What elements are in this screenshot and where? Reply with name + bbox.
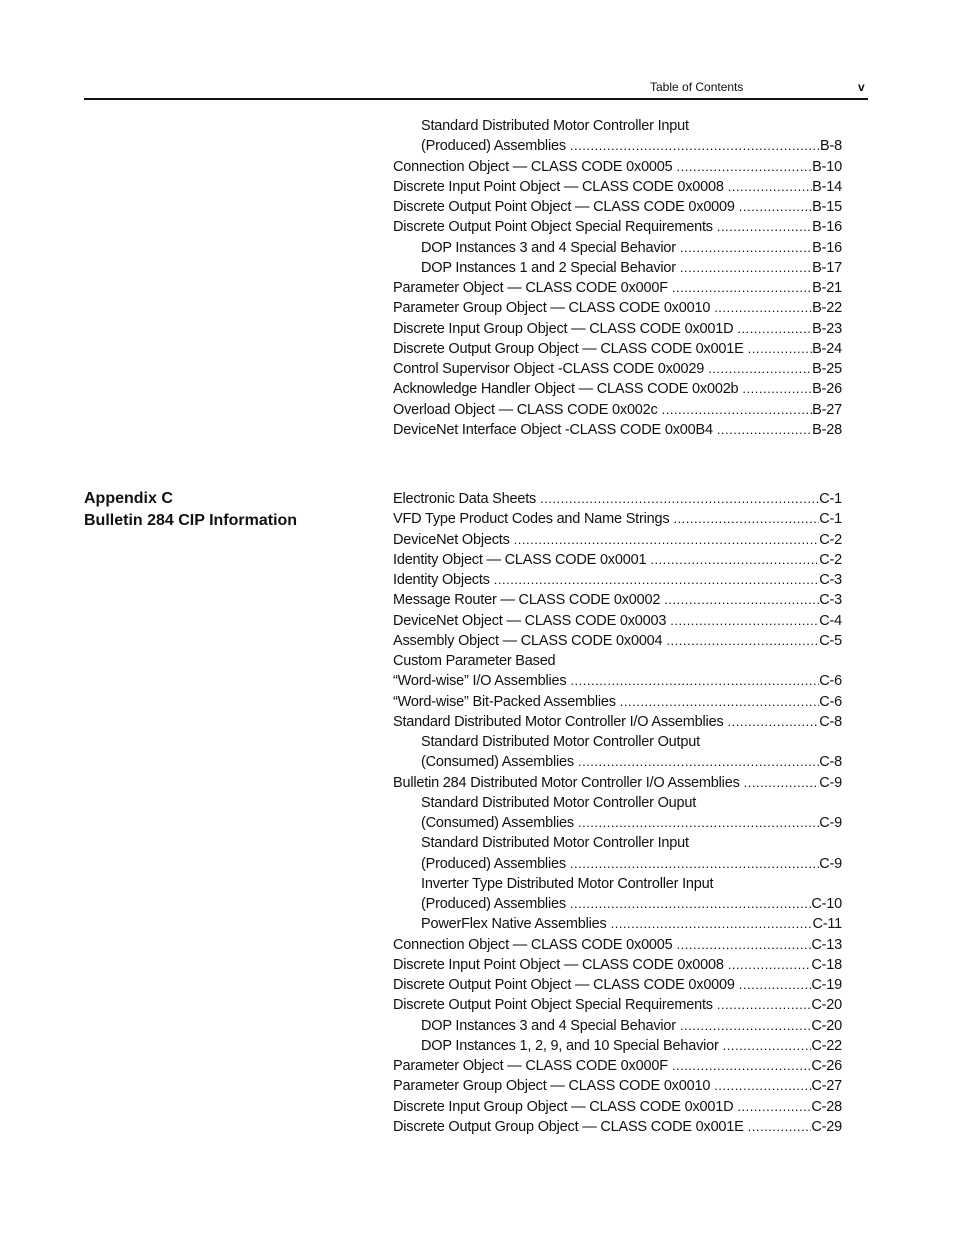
toc-entry-title: DeviceNet Object — CLASS CODE 0x0003 [393,612,667,629]
toc-entry-page: B-15 [812,199,842,215]
toc-entry [393,1016,842,1036]
toc-entry [393,894,842,914]
toc-entry [393,509,842,529]
toc-entry-page: B-16 [812,239,842,256]
toc-entry-page: C-8 [819,754,842,771]
toc-dot-leader [620,692,819,712]
toc-entry-title: Discrete Input Group Object — CLASS CODE 0x001D [393,1098,734,1115]
toc-entry-page: C-3 [819,592,842,609]
toc-entry-page: C-2 [819,551,842,568]
toc-entry-title: Discrete Output Point Object Special Requirements [393,997,713,1014]
toc-entry-page: C-18 [811,956,842,973]
toc-entry-title: Connection Object — CLASS CODE 0x0005 [393,936,673,953]
toc-entry-page: C-4 [819,612,842,629]
toc-entry-title: DeviceNet Interface Object -CLASS CODE 0x00B4 [393,421,713,438]
toc-entry [393,1056,842,1076]
toc-entry-title: Connection Object — CLASS CODE 0x0005 [393,158,673,175]
toc-entry [393,712,842,732]
toc-entry [393,157,842,177]
toc-entry-page: C-26 [811,1058,842,1074]
toc-dot-leader [739,975,812,995]
toc-entry [393,854,842,874]
toc-entry [393,752,842,772]
toc-entry-page: B-22 [812,300,842,317]
toc-entry-page: C-9 [819,815,842,831]
toc-entry-title: Assembly Object — CLASS CODE 0x0004 [393,632,663,649]
toc-entry-title: Standard Distributed Motor Controller Output [421,734,700,750]
toc-entry [393,339,842,359]
toc-dot-leader [728,177,812,197]
toc-dot-leader [578,752,819,772]
toc-entry [393,651,842,671]
toc-dot-leader [570,854,819,874]
toc-entry-page: C-3 [819,572,842,588]
toc-dot-leader [672,1056,812,1076]
toc-entry-page: C-11 [812,916,842,933]
toc-entry-title: PowerFlex Native Assemblies [421,916,607,933]
toc-entry-page: C-19 [811,977,842,993]
toc-entry-title: Discrete Output Group Object — CLASS CODE 0x001E [393,340,744,357]
toc-entry [393,732,842,752]
toc-entry-page: B-14 [812,178,842,195]
toc-entry-title: Acknowledge Handler Object — CLASS CODE 0x002b [393,381,739,398]
toc-dot-leader [748,1117,812,1137]
toc-entry-page: C-6 [819,693,842,710]
toc-entry-title: DOP Instances 3 and 4 Special Behavior [421,1017,676,1034]
header-page-number: v [858,80,865,94]
toc-dot-leader [714,298,812,318]
toc-entry-page: C-2 [819,531,842,548]
toc-entry [393,773,842,793]
toc-entry-page: B-25 [812,361,842,377]
appendix-c-label: Appendix C [84,490,173,507]
toc-entry-title: Discrete Output Point Object — CLASS CODE 0x0009 [393,977,735,993]
toc-entry [393,935,842,955]
toc-entry [393,400,842,420]
toc-entry [393,611,842,631]
toc-dot-leader [673,509,819,529]
toc-dot-leader [717,217,812,237]
toc-dot-leader [742,379,812,399]
toc-entry-title: Discrete Input Point Object — CLASS CODE 0x0008 [393,178,724,195]
toc-entry [393,874,842,894]
toc-entry-title: DOP Instances 3 and 4 Special Behavior [421,239,676,256]
toc-entry-page: C-8 [819,713,842,730]
toc-dot-leader [723,1036,812,1056]
toc-entry [393,420,842,440]
toc-dot-leader [540,489,819,509]
toc-entry [393,1036,842,1056]
toc-entry [393,975,842,995]
toc-entry [393,1076,842,1096]
toc-entry-page: B-28 [812,421,842,438]
toc-entry-page: B-27 [812,401,842,418]
toc-entry-title: Identity Objects [393,572,490,588]
toc-entry-page: C-5 [819,632,842,649]
toc-entry-page: C-1 [819,491,842,507]
toc-entry [393,258,842,278]
toc-dot-leader [578,813,819,833]
toc-dot-leader [748,339,813,359]
toc-entry-page: B-17 [812,259,842,276]
toc-entry-page: C-10 [811,896,842,912]
toc-entry-title: Standard Distributed Motor Controller I/O Assemblies [393,713,724,730]
toc-entry [393,1117,842,1137]
toc-dot-leader [737,319,812,339]
toc-dot-leader [670,611,819,631]
toc-entry-page: B-16 [812,219,842,236]
toc-appendix-b-continued [393,116,842,440]
toc-entry-page: C-1 [819,511,842,528]
toc-entry-title: DOP Instances 1, 2, 9, and 10 Special Behavior [421,1037,719,1054]
toc-entry-page: C-29 [811,1118,842,1135]
toc-entry-page: B-26 [812,381,842,398]
toc-dot-leader [494,570,819,590]
appendix-c-title: Bulletin 284 CIP Information [84,512,298,529]
toc-dot-leader [672,278,812,298]
toc-entry-page: C-13 [811,936,842,953]
toc-entry [393,177,842,197]
toc-entry-page: C-6 [819,673,842,690]
toc-entry-title: Discrete Input Group Object — CLASS CODE 0x001D [393,320,734,337]
toc-dot-leader [714,1076,811,1096]
toc-entry-page: B-21 [812,280,842,296]
toc-entry-title: Discrete Input Point Object — CLASS CODE 0x0008 [393,956,724,973]
toc-dot-leader [739,197,812,217]
toc-dot-leader [717,420,812,440]
toc-entry-title: DOP Instances 1 and 2 Special Behavior [421,259,676,276]
header-section-title: Table of Contents [650,80,744,94]
toc-entry [393,319,842,339]
toc-entry-title: Parameter Object — CLASS CODE 0x000F [393,280,668,296]
toc-dot-leader [611,914,813,934]
toc-entry-page: C-22 [811,1037,842,1054]
toc-dot-leader [662,400,813,420]
toc-entry [393,197,842,217]
toc-dot-leader [570,136,820,156]
toc-dot-leader [744,773,820,793]
toc-entry-page: B-24 [812,340,842,357]
toc-entry [393,1097,842,1117]
toc-entry [393,813,842,833]
toc-entry-page: B-23 [812,320,842,337]
toc-entry-title: Custom Parameter Based [393,653,556,669]
toc-entry [393,359,842,379]
toc-entry-page: C-20 [811,1017,842,1034]
toc-dot-leader [680,238,812,258]
toc-entry [393,489,842,509]
toc-entry-title: (Produced) Assemblies [421,896,566,912]
toc-dot-leader [717,995,812,1015]
toc-entry-title: Standard Distributed Motor Controller Input [421,118,689,134]
toc-entry-title: Discrete Output Point Object — CLASS CODE 0x0009 [393,199,735,215]
toc-dot-leader [650,550,819,570]
toc-entry-page: C-28 [811,1098,842,1115]
toc-dot-leader [666,631,819,651]
toc-entry-page: C-20 [811,997,842,1014]
toc-entry-title: Inverter Type Distributed Motor Controller Input [421,875,714,892]
toc-dot-leader [570,894,811,914]
toc-entry-title: (Produced) Assemblies [421,855,566,872]
toc-dot-leader [514,530,820,550]
toc-dot-leader [728,955,812,975]
toc-entry-title: Parameter Object — CLASS CODE 0x000F [393,1058,668,1074]
toc-entry [393,914,842,934]
toc-entry [393,671,842,691]
toc-entry [393,530,842,550]
toc-entry [393,833,842,853]
toc-entry [393,793,842,813]
toc-entry-title: “Word-wise” I/O Assemblies [393,673,567,690]
toc-entry-title: Identity Object — CLASS CODE 0x0001 [393,551,647,568]
toc-entry-page: C-9 [819,855,842,872]
toc-entry-title: Standard Distributed Motor Controller Input [421,835,689,852]
toc-entry [393,995,842,1015]
toc-entry-title: VFD Type Product Codes and Name Strings [393,511,670,528]
toc-appendix-c [393,489,842,1137]
toc-dot-leader [728,712,820,732]
toc-entry-title: Parameter Group Object — CLASS CODE 0x0010 [393,1078,711,1095]
toc-entry [393,631,842,651]
toc-entry [393,116,842,136]
toc-dot-leader [737,1097,811,1117]
toc-entry [393,238,842,258]
toc-dot-leader [677,935,812,955]
toc-dot-leader [664,590,819,610]
toc-entry-title: Message Router — CLASS CODE 0x0002 [393,592,661,609]
toc-entry-title: Discrete Output Group Object — CLASS CODE 0x001E [393,1118,744,1135]
toc-entry-title: (Consumed) Assemblies [421,754,574,771]
toc-entry-title: Bulletin 284 Distributed Motor Controller I/O Assemblies [393,774,740,791]
toc-entry-page: B-8 [820,138,842,155]
toc-dot-leader [680,1016,811,1036]
toc-entry-page: B-10 [812,158,842,175]
toc-dot-leader [680,258,812,278]
toc-entry-title: (Produced) Assemblies [421,138,566,155]
toc-entry-title: (Consumed) Assemblies [421,815,574,831]
toc-dot-leader [677,157,813,177]
toc-entry-title: DeviceNet Objects [393,531,510,548]
toc-entry-title: Overload Object — CLASS CODE 0x002c [393,401,658,418]
toc-dot-leader [708,359,812,379]
toc-entry [393,570,842,590]
header-rule [84,98,868,100]
toc-entry-title: “Word-wise” Bit-Packed Assemblies [393,693,616,710]
toc-entry [393,590,842,610]
toc-entry-page: C-27 [811,1078,842,1095]
appendix-c-heading [84,488,297,532]
toc-entry-page: C-9 [819,774,842,791]
toc-entry-title: Standard Distributed Motor Controller Ouput [421,794,697,811]
toc-entry-title: Discrete Output Point Object Special Requirements [393,219,713,236]
toc-entry-title: Parameter Group Object — CLASS CODE 0x0010 [393,300,711,317]
toc-entry [393,136,842,156]
toc-entry [393,692,842,712]
toc-entry-title: Control Supervisor Object -CLASS CODE 0x0029 [393,361,705,377]
toc-entry [393,955,842,975]
toc-entry [393,217,842,237]
toc-entry [393,379,842,399]
toc-entry [393,550,842,570]
toc-entry [393,298,842,318]
toc-dot-leader [570,671,819,691]
toc-entry [393,278,842,298]
toc-entry-title: Electronic Data Sheets [393,491,537,507]
